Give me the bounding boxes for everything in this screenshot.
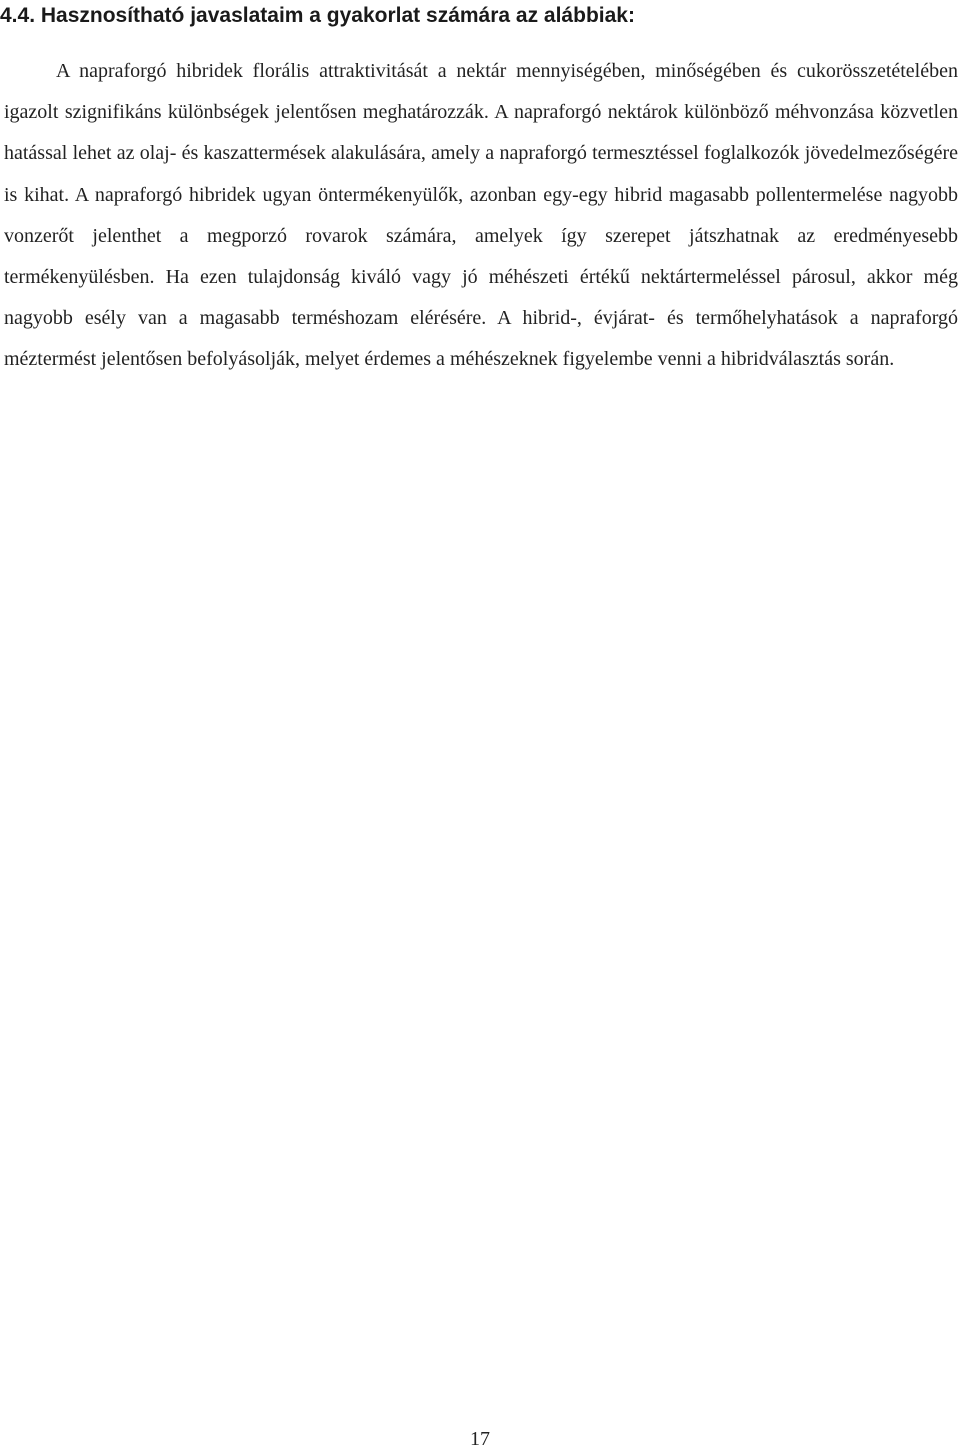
section-heading: 4.4. Hasznosítható javaslataim a gyakorlat számára az alábbiak: <box>0 4 635 27</box>
page-number: 17 <box>470 1428 490 1450</box>
body-paragraph: A napraforgó hibridek florális attraktivitását a nektár mennyiségében, minőségében és cukorösszetételében igazolt szignifikáns különbségek jelentősen meghatározzák. A napraforgó nektárok különböző méhvonzása közvetlen hatással lehet az olaj- és kaszattermések alakulására, amely a napraforgó termesztéssel foglalkozók jövedelmezőségére is kihat. A napraforgó hibridek ugyan öntermékenyülők, azonban egy-egy hibrid magasabb pollentermelése nagyobb vonzerőt jelenthet a megporzó rovarok számára, amelyek így szerepet játszhatnak az eredményesebb termékenyülésben. Ha ezen tulajdonság kiváló vagy jó méhészeti értékű nektártermeléssel párosul, akkor még nagyobb esély van a magasabb terméshozam elérésére. A hibrid-, évjárat- és termőhelyhatások a napraforgó méztermést jelentősen befolyásolják, melyet érdemes a méhészeknek figyelembe venni a hibridválasztás során. <box>4 60 958 371</box>
